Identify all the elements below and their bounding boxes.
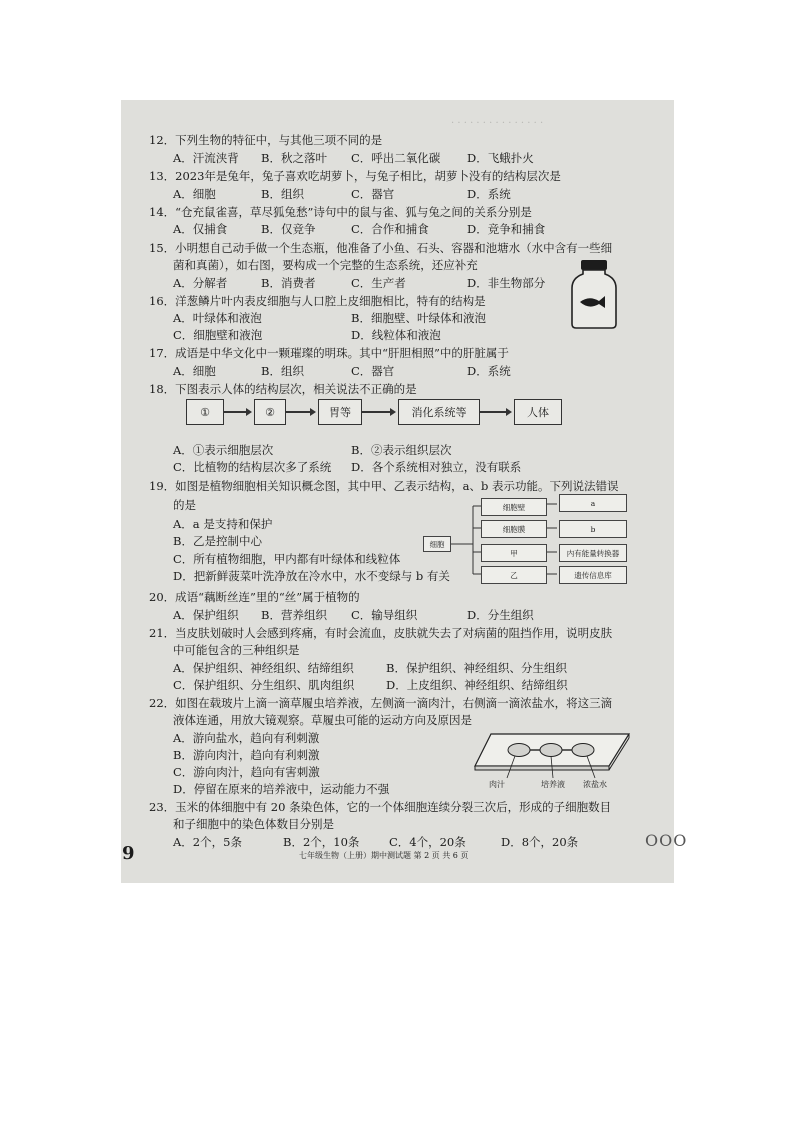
q13-option-c: C．器官 [351,187,395,201]
q22-option-d: D．停留在原来的培养液中，运动能力不强 [173,782,390,796]
question-23-stem-cont: 和子细胞中的染色体数目分别是 [173,817,334,831]
q16-option-d: D．线粒体和液泡 [351,328,441,342]
q18-option-d: D．各个系统相对独立，没有联系 [351,460,522,474]
q15-option-a: A．分解者 [173,276,228,290]
question-21-stem: 21．当皮肤划破时人会感到疼痛，有时会流血，皮肤就失去了对病菌的阻挡作用，说明皮肤 [149,626,613,640]
q19-option-a: A．a 是支持和保护 [173,517,273,531]
q19-option-d: D．把新鲜菠菜叶洗净放在冷水中，水不变绿与 b 有关 [173,569,450,583]
q12-option-b: B．秋之落叶 [261,151,327,165]
q19-option-b: B．乙是控制中心 [173,534,262,548]
flow-box-1: ① [186,399,224,425]
concept-root-cell: 细胞 [423,536,451,552]
question-19-stem: 19．如图是植物细胞相关知识概念图，其中甲、乙表示结构，a、b 表示功能。下列说法错误 [149,479,619,493]
q18-option-a: A．①表示细胞层次 [173,443,274,457]
q17-option-b: B．组织 [261,364,304,378]
q22-option-b: B．游向肉汁，趋向有利刺激 [173,748,320,762]
question-22-stem-cont: 液体连通，用放大镜观察。草履虫可能的运动方向及原因是 [173,713,472,727]
concept-function-a: a [559,494,627,512]
margin-page-number: 9 [122,843,135,864]
question-19-stem-cont: 的是 [173,498,196,512]
q12-option-a: A．汗流浃背 [173,151,239,165]
q19-option-c: C．所有植物细胞，甲内都有叶绿体和线粒体 [173,552,401,566]
eco-bottle-figure [569,258,619,330]
flow-arrow [362,411,394,413]
q17-option-d: D．系统 [467,364,511,378]
q18-option-b: B．②表示组织层次 [351,443,452,457]
q15-option-b: B．消费者 [261,276,316,290]
q12-option-d: D．飞蛾扑火 [467,151,534,165]
q21-option-a: A．保护组织、神经组织、结缔组织 [173,661,354,675]
q12-option-c: C．呼出二氧化碳 [351,151,441,165]
q23-option-d: D．8个，20条 [501,835,579,849]
q20-option-b: B．营养组织 [261,608,327,622]
q17-option-a: A．细胞 [173,364,216,378]
question-15-stem-cont: 菌和真菌），如右图，要构成一个完整的生态系统，还应补充 [173,258,478,272]
question-13-stem: 13．2023年是兔年，兔子喜欢吃胡萝卜，与兔子相比，胡萝卜没有的结构层次是 [149,169,561,183]
question-14-stem: 14．“仓充鼠雀喜，草尽狐兔愁”诗句中的鼠与雀、狐与兔之间的关系分别是 [149,205,532,219]
label-culture-fluid: 培养液 [541,780,565,789]
q15-option-c: C．生产者 [351,276,406,290]
flow-box-3: 胃等 [318,399,362,425]
q15-option-d: D．非生物部分 [467,276,546,290]
q21-option-c: C．保护组织、分生组织、肌肉组织 [173,678,355,692]
flow-box-5: 人体 [514,399,562,425]
q14-option-c: C．合作和捕食 [351,222,429,236]
concept-node-jia: 甲 [481,544,547,562]
q16-option-c: C．细胞壁和液泡 [173,328,263,342]
q22-option-c: C．游向肉汁，趋向有害刺激 [173,765,320,779]
margin-circle-marks: OOO [645,831,688,850]
q13-option-a: A．细胞 [173,187,216,201]
q16-option-b: B．细胞壁、叶绿体和液泡 [351,311,486,325]
concept-function-genetic-info: 遗传信息库 [559,566,627,584]
q23-option-a: A．2个，5条 [173,835,242,849]
q23-option-b: B．2个，10条 [283,835,360,849]
question-23-stem: 23．玉米的体细胞中有 20 条染色体，它的一个体细胞连续分裂三次后，形成的子细胞数目 [149,800,612,814]
concept-node-yi: 乙 [481,566,547,584]
q18-option-c: C．比植物的结构层次多了系统 [173,460,332,474]
scanned-exam-page [121,100,688,883]
label-meat-juice: 肉汁 [489,780,505,789]
q20-option-d: D．分生组织 [467,608,534,622]
concept-function-b: b [559,520,627,538]
q22-option-a: A．游向盐水，趋向有利刺激 [173,731,320,745]
question-18-stem: 18．下图表示人体的结构层次，相关说法不正确的是 [149,382,417,396]
label-salt-water: 浓盐水 [583,780,607,789]
flow-arrow [480,411,510,413]
q21-option-b: B．保护组织、神经组织、分生组织 [386,661,567,675]
concept-node-cell-membrane: 细胞膜 [481,520,547,538]
q16-option-a: A．叶绿体和液泡 [173,311,262,325]
q23-option-c: C．4个，20条 [389,835,466,849]
q14-option-a: A．仅捕食 [173,222,228,236]
page-footer: 七年级生物（上册）期中测试题 第 2 页 共 6 页 [299,851,469,860]
q14-option-d: D．竞争和捕食 [467,222,546,236]
q20-option-a: A．保护组织 [173,608,239,622]
question-12-stem: 12．下列生物的特征中，与其他三项不同的是 [149,133,383,147]
flow-box-4: 消化系统等 [398,399,480,425]
question-15-stem: 15．小明想自己动手做一个生态瓶，他准备了小鱼、石头、容器和池塘水（水中含有一些细 [149,241,613,255]
flow-arrow [224,411,250,413]
question-21-stem-cont: 中可能包含的三种组织是 [173,643,300,657]
question-17-stem: 17．成语是中华文化中一颗璀璨的明珠。其中“肝胆相照”中的肝脏属于 [149,346,509,360]
q13-option-b: B．组织 [261,187,304,201]
flow-arrow [286,411,314,413]
q17-option-c: C．器官 [351,364,395,378]
q20-option-c: C．输导组织 [351,608,418,622]
question-16-stem: 16．洋葱鳞片叶内表皮细胞与人口腔上皮细胞相比，特有的结构是 [149,294,486,308]
bleed-through-text: · · · · · · · · · · · · · · · [451,118,544,129]
q21-option-d: D．上皮组织、神经组织、结缔组织 [386,678,568,692]
flow-box-2: ② [254,399,286,425]
concept-function-energy-converter: 内有能量转换器 [559,544,627,562]
concept-node-cell-wall: 细胞壁 [481,498,547,516]
q14-option-b: B．仅竞争 [261,222,316,236]
q13-option-d: D．系统 [467,187,511,201]
question-20-stem: 20．成语“藕断丝连”里的“丝”属于植物的 [149,590,360,604]
question-22-stem: 22．如图在载玻片上滴一滴草履虫培养液，左侧滴一滴肉汁，右侧滴一滴浓盐水，将这三滴 [149,696,613,710]
